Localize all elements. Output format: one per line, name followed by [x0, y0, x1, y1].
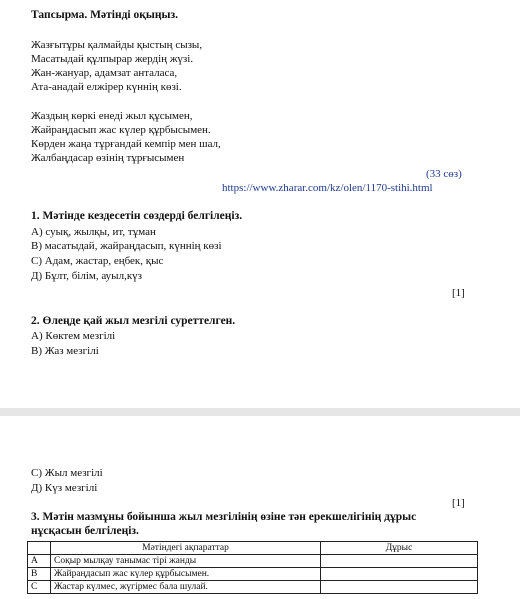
page-separator	[0, 408, 520, 416]
table-header-row	[28, 542, 478, 555]
poem-line: Жайраңдасып жас күлер құрбысымен.	[31, 124, 211, 136]
row-correct-cell[interactable]	[321, 568, 478, 581]
q3-table	[27, 541, 478, 594]
q2-option-d: Д) Күз мезгілі	[31, 482, 98, 494]
q2-option-b: В) Жаз мезгілі	[31, 345, 99, 357]
task-title: Тапсырма. Мәтінді оқыңыз.	[31, 9, 178, 21]
table-row	[28, 555, 478, 568]
row-info: Жастар күлмес, жүгірмес бала шулай.	[51, 581, 321, 594]
source-link[interactable]: https://www.zharar.com/kz/olen/1170-stihi.html	[222, 182, 433, 194]
row-info: Соқыр мылқау танымас тірі жанды	[51, 555, 321, 568]
poem-line: Масатыдай құлпырар жердің жүзі.	[31, 53, 194, 65]
q2-mark: [1]	[452, 497, 465, 509]
word-count: (33 сөз)	[426, 168, 462, 180]
q1-option-b: В) масатыдай, жайраңдасып, күннің көзі	[31, 240, 222, 252]
poem-line: Жалбаңдасар өзінің тұрғысымен	[31, 152, 185, 164]
q2-option-a: А) Көктем мезгілі	[31, 330, 116, 342]
q1-option-d: Д) Бұлт, білім, ауыл,күз	[31, 270, 143, 282]
table-row	[28, 568, 478, 581]
table-header-letter	[28, 542, 51, 555]
poem-line: Көрден жаңа тұрғандай кемпір мен шал,	[31, 138, 221, 150]
q1-mark: [1]	[452, 287, 465, 299]
poem-line: Жаздың көркі енеді жыл құсымен,	[31, 110, 193, 122]
poem-line: Жан-жануар, адамзат анталаса,	[31, 67, 178, 79]
row-correct-cell[interactable]	[321, 555, 478, 568]
row-letter: C	[28, 581, 51, 594]
q3-title: 3. Мәтін мазмұны бойынша жыл мезгілінің өзіне тән ерекшелігінің дұрыс	[31, 511, 417, 523]
q1-option-a: А) суық, жылқы, ит, тұман	[31, 226, 156, 238]
row-correct-cell[interactable]	[321, 581, 478, 594]
q3-title-cont: нұсқасын белгілеңіз.	[31, 525, 139, 537]
row-letter: B	[28, 568, 51, 581]
poem-line: Ата-анадай елжірер күннің көзі.	[31, 81, 182, 93]
table-row	[28, 581, 478, 594]
row-letter: A	[28, 555, 51, 568]
table-header-info: Мәтіндегі ақпараттар	[51, 542, 321, 555]
q2-option-c: С) Жыл мезгілі	[31, 467, 103, 479]
cropped-mark	[453, 593, 467, 599]
q1-title: 1. Мәтінде кездесетін сөздерді белгілеңіз.	[31, 210, 243, 222]
poem-line: Жазғытұры қалмайды қыстың сызы,	[31, 39, 203, 51]
table-header-correct: Дұрыс	[321, 542, 478, 555]
q2-title: 2. Өлеңде қай жыл мезгілі суреттелген.	[31, 315, 236, 327]
row-info: Жайраңдасып жас күлер құрбысымен.	[51, 568, 321, 581]
q1-option-c: С) Адам, жастар, еңбек, қыс	[31, 255, 164, 267]
